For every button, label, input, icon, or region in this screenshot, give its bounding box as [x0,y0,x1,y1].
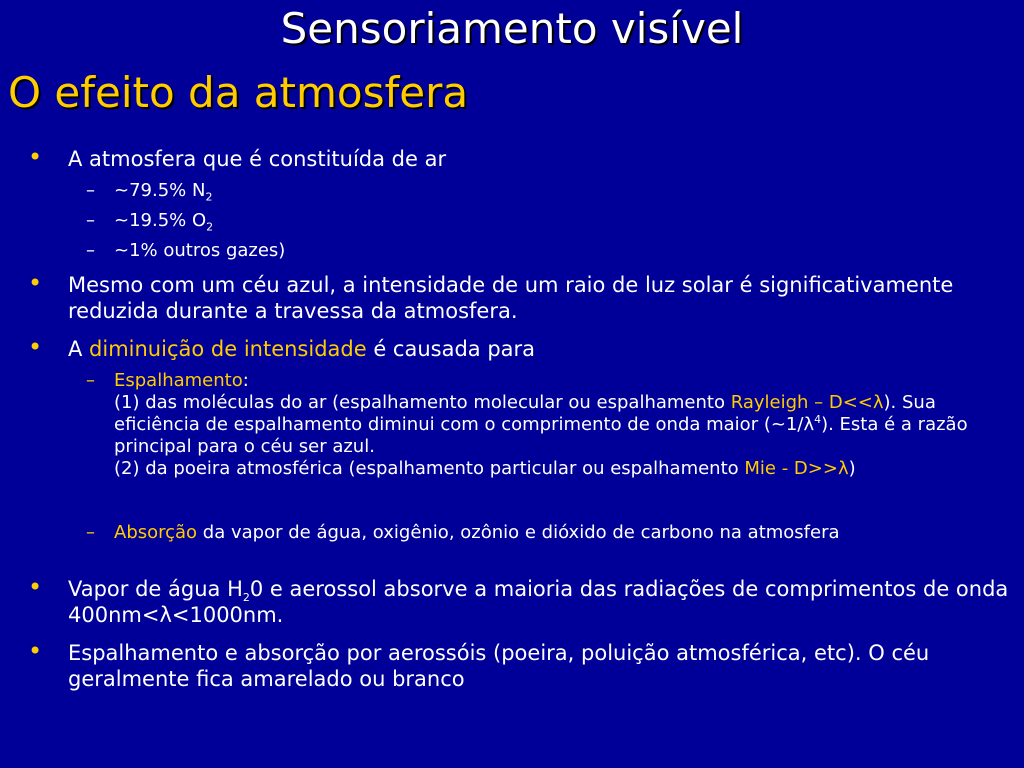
subscript: 2 [242,591,250,605]
bullet-icon: • [28,637,43,665]
highlight-text: diminuição de intensidade [89,337,367,361]
subscript: 2 [205,190,213,204]
bullet-icon: • [28,333,43,361]
highlight-text: Absorção [114,522,198,543]
subbullet-text: : [242,370,249,391]
dash-icon: – [86,240,95,261]
scattering-rayleigh-text: ). Esta é a razão principal para o céu ser azul. [114,414,968,457]
subscript: 2 [206,220,214,234]
bullet-water-vapor [28,573,1018,628]
bullet-intensity-reduction [28,269,1018,324]
dash-icon: – [86,522,95,543]
subbullet-scattering [86,370,994,480]
subbullet-text: ~19.5% O [114,210,207,231]
bullet-icon: • [28,143,43,171]
bullet-text: Mesmo com um céu azul, a intensidade de um raio de luz solar é significativamente reduzida durante a travessa da atmosfera. [68,273,954,323]
superscript: 4 [814,413,822,426]
subbullet-text: ~79.5% N [114,180,206,201]
subbullet-oxygen [86,210,994,234]
highlight-text: Rayleigh – D<<λ [730,392,884,413]
scattering-rayleigh-text: (1) das moléculas do ar (espalhamento molecular ou espalhamento [114,392,731,413]
dash-icon: – [86,210,95,231]
dash-icon: – [86,370,95,391]
bullet-icon: • [28,573,43,601]
subbullet-nitrogen [86,180,994,204]
bullet-text-post: é causada para [366,337,536,361]
bullet-intensity-cause [28,333,1018,362]
bullet-text: A atmosfera que é constituída de ar [68,147,447,171]
subbullet-text: da vapor de água, oxigênio, ozônio e dióxido de carbono na atmosfera [197,522,840,543]
bullet-text-pre: Vapor de água H [68,577,243,601]
dash-icon: – [86,180,95,201]
slide-subtitle: O efeito da atmosfera [8,68,469,117]
bullet-text-post: 0 e aerossol absorve a maioria das radiações de comprimentos de onda 400nm<λ<1000nm. [68,577,1009,627]
subbullet-other-gases [86,240,994,262]
bullet-text: Espalhamento e absorção por aerossóis (poeira, poluição atmosférica, etc). O céu geralmente fica amarelado ou branco [68,641,930,691]
subbullet-text: ~1% outros gazes) [114,240,286,261]
bullet-text-pre: A [68,337,90,361]
highlight-text: Mie - D>>λ [744,458,849,479]
highlight-text: Espalhamento [114,370,243,391]
scattering-rayleigh-text: ). Sua eficiência de espalhamento diminui com o comprimento de onda maior (~1/λ [114,392,936,435]
scattering-mie-text: ) [848,458,856,479]
slide-title: Sensoriamento visível [280,4,744,53]
scattering-mie-text: (2) da poeira atmosférica (espalhamento particular ou espalhamento [114,458,745,479]
bullet-aerosols [28,637,1018,692]
bullet-atmosphere-composition [28,143,1018,172]
bullet-icon: • [28,269,43,297]
subbullet-absorption [86,522,994,544]
